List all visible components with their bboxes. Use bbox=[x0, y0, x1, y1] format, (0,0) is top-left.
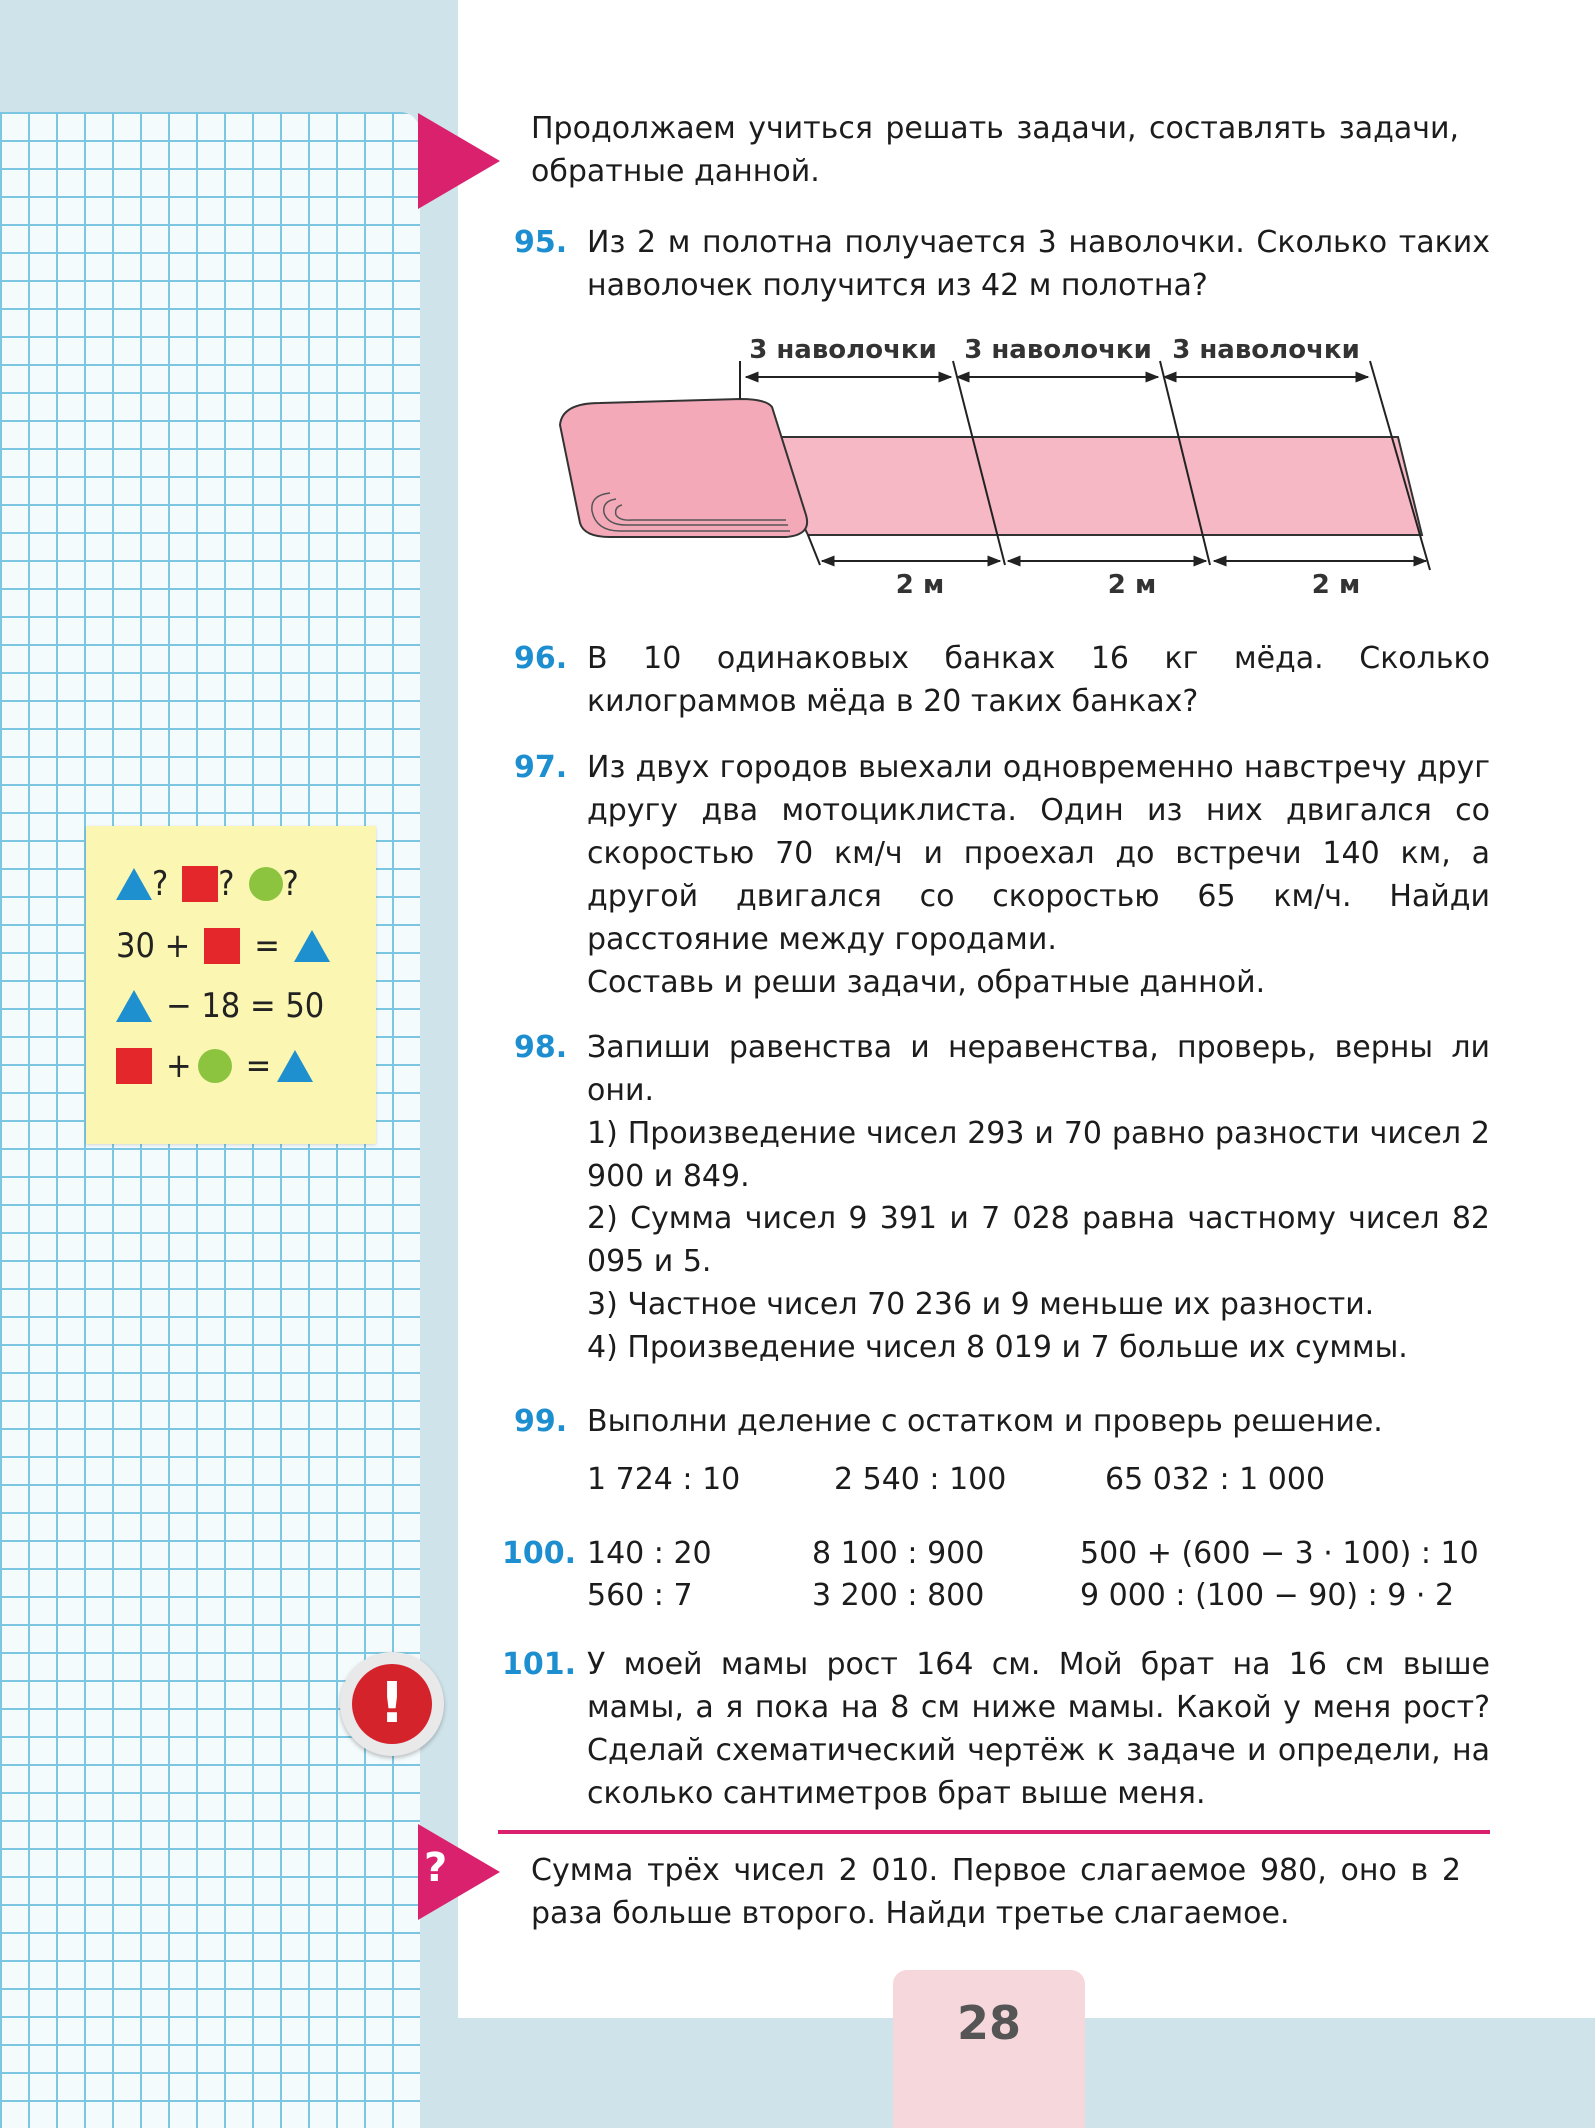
puzzle-row-4 bbox=[116, 1040, 313, 1092]
task-99-text: Выполни деление с остатком и проверь решение. bbox=[587, 1404, 1383, 1439]
exclamation-icon: ! bbox=[352, 1664, 432, 1744]
puzzle-row-3 bbox=[116, 980, 324, 1032]
puzzle-text: = bbox=[254, 926, 280, 966]
task-95-text: Из 2 м полотна получается 3 наволочки. Сколько таких наволочек получится из 42 м полотна? bbox=[587, 225, 1490, 303]
important-badge bbox=[340, 1652, 444, 1756]
expression: 65 032 : 1 000 bbox=[1105, 1462, 1326, 1497]
fabric-roll-diagram bbox=[550, 325, 1450, 615]
expression: 9 000 : (100 − 90) : 9 · 2 bbox=[1080, 1578, 1455, 1613]
puzzle-question: ? bbox=[282, 864, 299, 904]
task-number: 99. bbox=[514, 1404, 568, 1439]
page-number-tab bbox=[893, 1970, 1085, 2128]
task-number: 97. bbox=[514, 750, 568, 785]
expression: 8 100 : 900 bbox=[812, 1536, 985, 1571]
triangle-icon bbox=[277, 1050, 313, 1082]
task-number: 95. bbox=[514, 225, 568, 260]
puzzle-row-2 bbox=[116, 920, 330, 972]
triangle-icon bbox=[116, 868, 152, 900]
circle-icon bbox=[198, 1049, 232, 1083]
puzzle-text: + bbox=[166, 1046, 192, 1086]
triangle-icon bbox=[294, 930, 330, 962]
task-96-text: В 10 одинаковых банках 16 кг мёда. Сколько килограммов мёда в 20 таких банках? bbox=[587, 641, 1490, 719]
section-marker-icon bbox=[418, 113, 500, 209]
task-97-text: Из двух городов выехали одновременно навстречу друг другу два мотоциклиста. Один из них двигался со скоростью 70 км/ч и проехал до встречи 140 км, а другой двигался со скоростью 65 км/ч. Найди расстояние между городами. bbox=[587, 750, 1490, 957]
puzzle-text: = bbox=[245, 1046, 272, 1086]
expression: 500 + (600 − 3 · 100) : 10 bbox=[1080, 1536, 1479, 1571]
square-icon bbox=[116, 1048, 152, 1084]
task-number: 101. bbox=[502, 1647, 577, 1682]
puzzle-row-1 bbox=[116, 858, 299, 910]
square-icon bbox=[204, 928, 240, 964]
expression: 140 : 20 bbox=[587, 1536, 712, 1571]
task-number: 98. bbox=[514, 1030, 568, 1065]
task-98-text: Запиши равенства и неравенства, проверь, верны ли они. bbox=[587, 1030, 1490, 1108]
puzzle-text: − 18 = 50 bbox=[166, 986, 325, 1026]
label-3-pillowcases: 3 наволочки bbox=[749, 335, 937, 365]
expression: 560 : 7 bbox=[587, 1578, 693, 1613]
task-98-item: 2) Сумма чисел 9 391 и 7 028 равна частному чисел 82 095 и 5. bbox=[587, 1201, 1490, 1279]
page-number: 28 bbox=[956, 1996, 1021, 2050]
label-2m: 2 м bbox=[1107, 570, 1157, 600]
task-98-item: 1) Произведение чисел 293 и 70 равно разности чисел 2 900 и 849. bbox=[587, 1116, 1490, 1194]
label-3-pillowcases: 3 наволочки bbox=[964, 335, 1152, 365]
triangle-icon bbox=[116, 990, 152, 1022]
square-icon bbox=[182, 866, 218, 902]
task-number: 96. bbox=[514, 641, 568, 676]
task-101-text: У моей мамы рост 164 см. Мой брат на 16 см выше мамы, а я пока на 8 см ниже мамы. Какой у меня рост? Сделай схематический чертёж к задаче и определи, на сколько сантиметров брат выше меня. bbox=[587, 1647, 1490, 1811]
puzzle-question: ? bbox=[218, 864, 235, 904]
question-mark-icon: ? bbox=[424, 1845, 448, 1891]
divider bbox=[498, 1830, 1490, 1834]
intro-text: Продолжаем учиться решать задачи, составлять задачи, обратные данной. bbox=[531, 111, 1459, 189]
shape-puzzle-box bbox=[86, 826, 376, 1144]
task-98-item: 3) Частное чисел 70 236 и 9 меньше их разности. bbox=[587, 1287, 1375, 1322]
expression: 3 200 : 800 bbox=[812, 1578, 985, 1613]
task-number: 100. bbox=[502, 1536, 577, 1571]
fabric-roll bbox=[560, 399, 807, 537]
puzzle-question: ? bbox=[152, 864, 169, 904]
label-3-pillowcases: 3 наволочки bbox=[1172, 335, 1360, 365]
task-98-item: 4) Произведение чисел 8 019 и 7 больше их суммы. bbox=[587, 1330, 1408, 1365]
circle-icon bbox=[249, 867, 283, 901]
label-2m: 2 м bbox=[1311, 570, 1361, 600]
task-97-subtext: Составь и реши задачи, обратные данной. bbox=[587, 965, 1266, 1000]
fabric-strip bbox=[760, 437, 1422, 535]
question-text: Сумма трёх чисел 2 010. Первое слагаемое 980, оно в 2 раза больше второго. Найди третье слагаемое. bbox=[531, 1853, 1461, 1931]
label-2m: 2 м bbox=[895, 570, 945, 600]
puzzle-text: 30 + bbox=[116, 926, 191, 966]
expression: 2 540 : 100 bbox=[834, 1462, 1007, 1497]
expression: 1 724 : 10 bbox=[587, 1462, 741, 1497]
